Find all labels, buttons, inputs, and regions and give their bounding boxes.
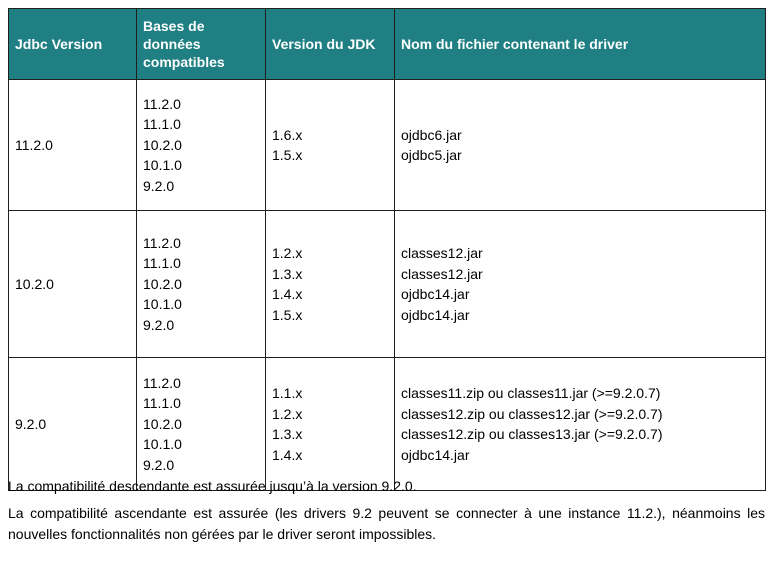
database-version: 10.2.0 [143, 415, 182, 432]
jdk-version: 1.4.x [272, 446, 303, 463]
driver-file: classes12.zip ou classes12.jar (>=9.2.0.7) [401, 405, 663, 422]
table-row [9, 80, 766, 211]
cell-files [395, 211, 766, 358]
cell-jdk [266, 211, 395, 358]
driver-file: classes11.zip ou classes11.jar (>=9.2.0.7) [401, 385, 661, 401]
jdk-version: 1.3.x [272, 265, 303, 282]
database-version: 10.1.0 [143, 296, 182, 313]
cell-jdbc-version: 9.2.0 [9, 358, 137, 491]
database-version: 10.1.0 [143, 157, 182, 174]
cell-files [395, 358, 766, 491]
cell-jdbc-version: 11.2.0 [9, 80, 137, 211]
cell-files [395, 80, 766, 211]
header-driver-file: Nom du fichier contenant le driver [395, 9, 766, 80]
database-version: 10.1.0 [143, 436, 182, 453]
cell-databases [137, 80, 266, 211]
driver-file: ojdbc14.jar [401, 446, 470, 463]
jdk-version: 1.5.x [272, 306, 303, 323]
jdk-version: 1.5.x [272, 147, 303, 163]
cell-jdbc-version: 10.2.0 [9, 211, 137, 358]
cell-databases [137, 211, 266, 358]
jdk-version: 1.2.x [272, 245, 303, 261]
jdk-version: 1.4.x [272, 286, 303, 302]
database-version: 9.2.0 [143, 316, 175, 333]
database-version: 11.1.0 [143, 255, 181, 272]
database-version: 11.2.0 [143, 95, 181, 112]
descending-compat-note: La compatibilité descendante est assurée jusqu’à la version 9.2.0. [8, 478, 417, 494]
cell-databases [137, 358, 266, 491]
database-version: 9.2.0 [143, 177, 175, 194]
header-row [9, 9, 766, 80]
header-jdbc-version: Jdbc Version [9, 9, 137, 80]
ascending-compat-note: La compatibilité ascendante est assurée (les drivers 9.2 peuvent se connecter à une instance 11.2.), néanmoins les nouvelles fonctionnalités non gérées par le driver seront impossibles. [8, 505, 765, 542]
notes [8, 476, 765, 545]
jdk-version: 1.3.x [272, 426, 303, 442]
compatibility-table [8, 8, 766, 491]
driver-file: ojdbc14.jar [401, 286, 470, 302]
database-version: 9.2.0 [143, 456, 175, 473]
cell-jdk [266, 358, 395, 491]
database-version: 10.2.0 [143, 136, 182, 153]
driver-file: ojdbc6.jar [401, 126, 462, 143]
jdk-version: 1.6.x [272, 126, 303, 143]
driver-file: classes12.zip ou classes13.jar (>=9.2.0.7) [401, 426, 663, 442]
driver-file: classes12.jar [401, 245, 483, 261]
header-databases: Bases de données compatibles [137, 9, 266, 80]
database-version: 11.1.0 [143, 116, 181, 133]
driver-file: ojdbc14.jar [401, 306, 470, 323]
database-version: 10.2.0 [143, 275, 182, 292]
table-row [9, 211, 766, 358]
cell-jdk [266, 80, 395, 211]
database-version: 11.2.0 [143, 234, 181, 251]
jdk-version: 1.1.x [272, 385, 303, 401]
driver-file: classes12.jar [401, 265, 483, 282]
driver-file: ojdbc5.jar [401, 147, 462, 163]
jdk-version: 1.2.x [272, 405, 303, 422]
database-version: 11.1.0 [143, 395, 181, 412]
table-row [9, 358, 766, 491]
database-version: 11.2.0 [143, 374, 181, 391]
header-jdk-version: Version du JDK [266, 9, 395, 80]
